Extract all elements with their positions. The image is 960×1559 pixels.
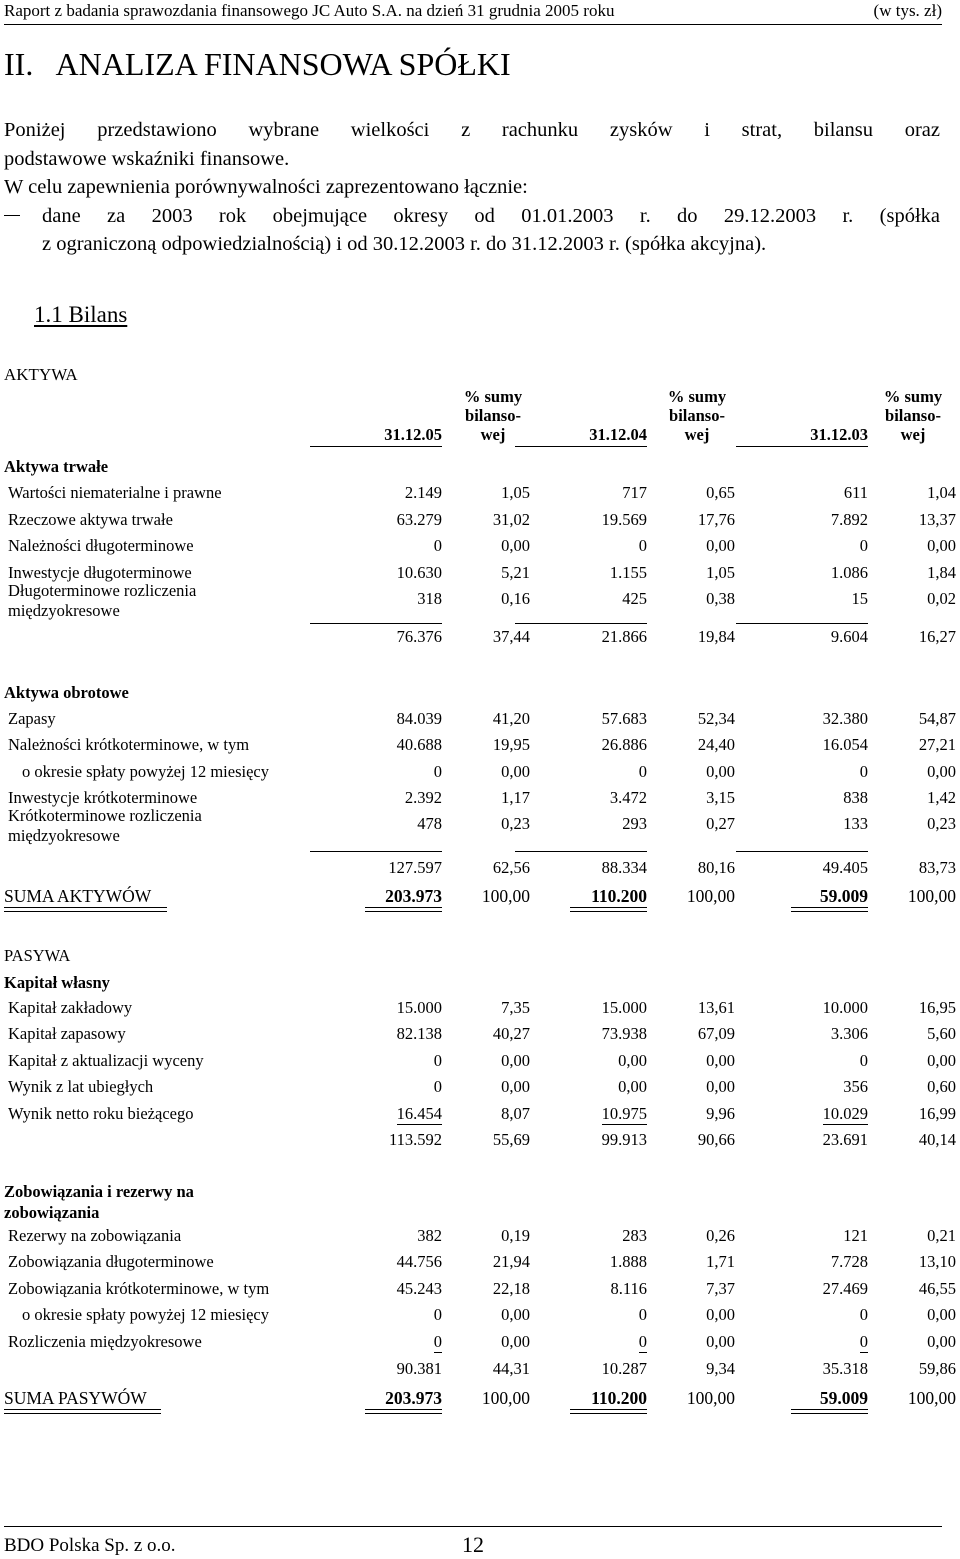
- row-label-line: Długoterminowe rozliczenia: [8, 581, 197, 600]
- subsection-title: 1.1 Bilans: [34, 302, 128, 327]
- table-cell: 80,16: [697, 858, 735, 877]
- table-cell: 19,84: [697, 627, 735, 646]
- table-cell: 0: [859, 1050, 868, 1070]
- table-cell: 83,73: [918, 858, 956, 877]
- table-cell: 49.405: [822, 858, 868, 877]
- table-cell: 19,95: [492, 735, 530, 755]
- table-cell: 127.597: [388, 858, 442, 877]
- table-cell: 90.381: [396, 1359, 442, 1378]
- col-pct-2004: [652, 387, 742, 444]
- table-cell: 55,69: [492, 1130, 530, 1149]
- double-underline: [365, 907, 442, 912]
- table-cell: 37,44: [492, 627, 530, 646]
- row-label: Wynik netto roku bieżącego: [8, 1103, 194, 1123]
- table-cell: 59.009: [819, 1388, 868, 1408]
- table-cell: 16.054: [822, 735, 868, 755]
- table-cell: 2.392: [404, 787, 442, 807]
- col-pct-2003: [868, 387, 958, 444]
- table-cell: 0,00: [927, 1331, 956, 1351]
- table-cell: 15.000: [601, 998, 647, 1017]
- table-cell: 1.086: [830, 562, 868, 582]
- table-cell: 90,66: [697, 1130, 735, 1149]
- row-label: [8, 806, 202, 846]
- page-number: 12: [462, 1532, 484, 1557]
- table-cell: 0,00: [501, 1331, 530, 1351]
- table-cell: 31,02: [492, 509, 530, 529]
- table-row: [0, 536, 960, 562]
- table-cell: 13,10: [918, 1252, 956, 1272]
- table-cell: 0: [433, 1050, 442, 1070]
- bullet-line-1: dane za 2003 rok obejmujące okresy od 01.01.2003 r. do 29.12.2003 r. (spółka: [42, 204, 940, 227]
- row-label: Rezerwy na zobowiązania: [8, 1226, 182, 1245]
- row-label: Wartości niematerialne i prawne: [8, 483, 222, 502]
- table-cell: 9.604: [830, 627, 868, 646]
- row-label: Kapitał z aktualizacji wyceny: [8, 1050, 204, 1070]
- table-cell: 0,23: [927, 814, 956, 834]
- table-cell: 0,00: [501, 761, 530, 781]
- intro-line-3: W celu zapewnienia porównywalności zaprezentowano łącznie:: [4, 176, 528, 198]
- dash-bullet-icon: [4, 215, 20, 217]
- table-cell: 382: [417, 1226, 442, 1245]
- table-cell: 76.376: [396, 627, 442, 646]
- row-label: [8, 581, 196, 621]
- table-cell: 16,27: [918, 627, 956, 646]
- table-cell: 1.888: [609, 1252, 647, 1272]
- table-row: [0, 1252, 960, 1278]
- table-cell: 52,34: [697, 709, 735, 728]
- table-cell: 9,34: [706, 1359, 735, 1378]
- table-cell: 0: [638, 1331, 647, 1351]
- table-cell: 0,38: [706, 589, 735, 608]
- col-date-2005: 31.12.05: [310, 425, 442, 447]
- table-cell: 203.973: [385, 1388, 442, 1408]
- table-cell: 21.866: [601, 627, 647, 646]
- table-cell: 3,15: [706, 787, 735, 807]
- table-row: [0, 1104, 960, 1130]
- intro-line-1: Poniżej przedstawiono wybrane wielkości z rachunku zysków i strat, bilansu oraz: [4, 119, 940, 141]
- table-row: [0, 1332, 960, 1358]
- table-cell: 10.630: [396, 562, 442, 582]
- table-cell: 21,94: [492, 1252, 530, 1272]
- table-cell: 0,60: [927, 1077, 956, 1097]
- table-cell: 57.683: [601, 709, 647, 728]
- pct-header-line: wej: [480, 425, 506, 444]
- row-label: Zobowiązania długoterminowe: [8, 1252, 214, 1272]
- table-cell: 99.913: [601, 1130, 647, 1149]
- zobowiazania-heading-line: Zobowiązania i rezerwy na: [4, 1182, 194, 1201]
- table-cell: 7.892: [830, 509, 868, 529]
- table-cell: 27.469: [822, 1278, 868, 1298]
- table-cell: 0,00: [927, 1305, 956, 1325]
- aktywa-obrotowe-total-row: [0, 858, 960, 884]
- table-cell: 0,26: [706, 1226, 735, 1245]
- table-cell: 1,04: [927, 483, 956, 502]
- table-cell: 356: [843, 1077, 868, 1097]
- report-title: Raport z badania sprawozdania finansowego JC Auto S.A. na dzień 31 grudnia 2005 roku: [4, 1, 615, 20]
- table-cell: 100,00: [481, 1388, 530, 1408]
- row-label: o okresie spłaty powyżej 12 miesięcy: [22, 1305, 269, 1325]
- pct-header-line: bilanso-: [885, 406, 941, 425]
- table-cell: 100,00: [686, 886, 735, 906]
- row-label: Rozliczenia międzyokresowe: [8, 1331, 202, 1351]
- table-cell: 67,09: [697, 1024, 735, 1044]
- table-cell: 16.454: [396, 1103, 442, 1123]
- table-cell: 838: [843, 787, 868, 807]
- table-cell: 13,61: [697, 998, 735, 1017]
- pct-header-line: wej: [900, 425, 926, 444]
- table-cell: 59.009: [819, 886, 868, 906]
- bullet-item: [4, 202, 940, 259]
- table-cell: 110.200: [591, 1388, 647, 1408]
- suma-pasywow-label: SUMA PASYWÓW: [4, 1388, 147, 1408]
- table-cell: 1.155: [609, 562, 647, 582]
- double-underline: [4, 1409, 161, 1414]
- table-cell: 1,05: [501, 483, 530, 502]
- table-cell: 22,18: [492, 1278, 530, 1298]
- row-label: Należności krótkoterminowe, w tym: [8, 735, 250, 755]
- table-cell: 0,00: [706, 536, 735, 555]
- table-cell: 46,55: [918, 1278, 956, 1298]
- table-cell: 40,14: [918, 1130, 956, 1149]
- table-cell: 13,37: [918, 509, 956, 529]
- double-underline: [4, 907, 167, 912]
- table-cell: 425: [622, 589, 647, 608]
- table-cell: 0,00: [501, 536, 530, 555]
- table-cell: 17,76: [697, 509, 735, 529]
- row-label: Rzeczowe aktywa trwałe: [8, 509, 173, 529]
- table-cell: 32.380: [822, 709, 868, 728]
- table-cell: 0,16: [501, 589, 530, 608]
- table-cell: 0,00: [706, 761, 735, 781]
- table-cell: 1,42: [927, 787, 956, 807]
- table-cell: 717: [622, 483, 647, 502]
- table-cell: 84.039: [396, 709, 442, 728]
- table-cell: 2.149: [404, 483, 442, 502]
- table-cell: 0,00: [706, 1331, 735, 1351]
- table-cell: 7,35: [501, 998, 530, 1017]
- row-label: Zapasy: [8, 709, 56, 728]
- table-row: [0, 1305, 960, 1331]
- row-label: Inwestycje krótkoterminowe: [8, 787, 198, 807]
- table-cell: 0,65: [706, 483, 735, 502]
- total-rule: [736, 623, 868, 624]
- footer-rule: [4, 1526, 942, 1527]
- row-label: Wynik z lat ubiegłych: [8, 1077, 154, 1097]
- pct-header-line: % sumy: [463, 387, 523, 406]
- table-cell: 5,60: [927, 1024, 956, 1044]
- table-cell: 24,40: [697, 735, 735, 755]
- pct-header-line: bilanso-: [465, 406, 521, 425]
- double-underline: [791, 907, 868, 912]
- table-row: [0, 1279, 960, 1305]
- table-cell: 0,00: [618, 1077, 647, 1097]
- table-cell: 15: [851, 589, 868, 608]
- table-cell: 44.756: [396, 1252, 442, 1272]
- row-label: Inwestycje długoterminowe: [8, 562, 192, 582]
- table-cell: 121: [843, 1226, 868, 1245]
- table-cell: 478: [417, 814, 442, 834]
- pct-header-line: bilanso-: [669, 406, 725, 425]
- table-cell: 113.592: [388, 1130, 442, 1149]
- table-cell: 133: [843, 814, 868, 834]
- table-cell: 0: [638, 536, 647, 555]
- table-cell: 1,17: [501, 787, 530, 807]
- table-cell: 54,87: [918, 709, 956, 728]
- table-cell: 0,00: [927, 536, 956, 555]
- table-cell: 26.886: [601, 735, 647, 755]
- suma-aktywow-label: SUMA AKTYWÓW: [4, 886, 152, 906]
- table-cell: 10.000: [822, 998, 868, 1017]
- row-label-line: Krótkoterminowe rozliczenia: [8, 806, 202, 826]
- table-cell: 611: [843, 483, 868, 502]
- table-cell: 100,00: [686, 1388, 735, 1408]
- aktywa-obrotowe-heading: Aktywa obrotowe: [4, 683, 129, 702]
- aktywa-trwale-heading: Aktywa trwałe: [4, 457, 109, 476]
- table-cell: 0,00: [501, 1077, 530, 1097]
- table-cell: 35.318: [822, 1359, 868, 1378]
- table-cell: 0: [433, 536, 442, 555]
- table-cell: 0: [638, 1305, 647, 1325]
- table-cell: 0,19: [501, 1226, 530, 1245]
- table-row: [0, 709, 960, 735]
- table-cell: 0: [638, 761, 647, 781]
- double-underline: [791, 1409, 868, 1414]
- table-cell: 293: [622, 814, 647, 834]
- row-label: Kapitał zapasowy: [8, 1024, 126, 1044]
- table-cell: 0,27: [706, 814, 735, 834]
- row-label-line: międzyokresowe: [8, 826, 120, 846]
- table-cell: 0: [433, 1305, 442, 1325]
- double-underline: [570, 907, 647, 912]
- kapital-total-row: [0, 1130, 960, 1156]
- table-cell: 0,00: [706, 1050, 735, 1070]
- intro-line-2: podstawowe wskaźniki finansowe.: [4, 147, 290, 170]
- table-cell: 59,86: [918, 1359, 956, 1378]
- table-cell: 0: [859, 536, 868, 555]
- table-cell: 0: [859, 1305, 868, 1325]
- pct-header-line: % sumy: [883, 387, 943, 406]
- table-cell: 8.116: [610, 1278, 647, 1298]
- pct-header-line: % sumy: [667, 387, 727, 406]
- col-date-2004: 31.12.04: [515, 425, 647, 447]
- table-cell: 1,71: [706, 1252, 735, 1272]
- table-cell: 0,00: [706, 1305, 735, 1325]
- table-cell: 23.691: [822, 1130, 868, 1149]
- aktywa-trwale-total-row: [0, 627, 960, 653]
- table-cell: 15.000: [396, 998, 442, 1017]
- total-rule: [515, 623, 647, 624]
- table-cell: 1,05: [706, 562, 735, 582]
- table-cell: 10.287: [601, 1359, 647, 1378]
- table-cell: 0,00: [927, 761, 956, 781]
- table-cell: 10.975: [601, 1103, 647, 1123]
- page-header: [4, 0, 942, 25]
- table-cell: 100,00: [481, 886, 530, 906]
- table-cell: 27,21: [918, 735, 956, 755]
- table-cell: 0: [859, 1331, 868, 1351]
- table-cell: 7.728: [830, 1252, 868, 1272]
- table-cell: 5,21: [501, 562, 530, 582]
- table-cell: 3.472: [609, 787, 647, 807]
- table-cell: 3.306: [830, 1024, 868, 1044]
- section-title: [4, 46, 511, 82]
- table-row: [0, 510, 960, 536]
- table-cell: 40.688: [396, 735, 442, 755]
- row-label: Zobowiązania krótkoterminowe, w tym: [8, 1278, 270, 1298]
- table-cell: 16,95: [918, 998, 956, 1017]
- row-label-line: międzyokresowe: [8, 601, 120, 620]
- table-row: [0, 735, 960, 761]
- table-row: [0, 762, 960, 788]
- row-label: Kapitał zakładowy: [8, 998, 133, 1017]
- total-rule: [736, 851, 868, 852]
- table-row: [0, 998, 960, 1024]
- bullet-line-2: z ograniczoną odpowiedzialnością) i od 30.12.2003 r. do 31.12.2003 r. (spółka akcyjna).: [42, 233, 767, 255]
- table-cell: 318: [417, 589, 442, 608]
- table-cell: 73.938: [601, 1024, 647, 1044]
- table-cell: 0,00: [501, 1305, 530, 1325]
- table-cell: 0,00: [706, 1077, 735, 1097]
- section-title-text: ANALIZA FINANSOWA SPÓŁKI: [55, 46, 511, 82]
- table-cell: 0: [859, 761, 868, 781]
- footer-company: BDO Polska Sp. z o.o.: [4, 1535, 176, 1556]
- table-cell: 10.029: [822, 1103, 868, 1123]
- table-cell: 44,31: [492, 1359, 530, 1378]
- table-cell: 0,00: [501, 1050, 530, 1070]
- table-cell: 40,27: [492, 1024, 530, 1044]
- table-row: [0, 483, 960, 509]
- table-cell: 16,99: [918, 1103, 956, 1123]
- double-underline: [365, 1409, 442, 1414]
- table-cell: 0,02: [927, 589, 956, 608]
- row-label: Należności długoterminowe: [8, 536, 194, 555]
- table-cell: 100,00: [907, 886, 956, 906]
- table-cell: 203.973: [385, 886, 442, 906]
- table-cell: 45.243: [396, 1278, 442, 1298]
- table-cell: 82.138: [396, 1024, 442, 1044]
- zobowiazania-heading-line: zobowiązania: [4, 1203, 100, 1222]
- table-row: [0, 1051, 960, 1077]
- table-cell: 0: [433, 1331, 442, 1351]
- table-cell: 100,00: [907, 1388, 956, 1408]
- table-cell: 0,23: [501, 814, 530, 834]
- table-cell: 0: [433, 761, 442, 781]
- pasywa-heading: PASYWA: [4, 946, 71, 965]
- zobowiazania-heading: [4, 1181, 194, 1223]
- double-underline: [570, 1409, 647, 1414]
- total-rule: [310, 851, 442, 852]
- table-cell: 1,84: [927, 562, 956, 582]
- table-cell: 9,96: [706, 1103, 735, 1123]
- row-label: o okresie spłaty powyżej 12 miesięcy: [22, 761, 269, 781]
- table-cell: 0,00: [927, 1050, 956, 1070]
- table-cell: 0,00: [618, 1050, 647, 1070]
- table-cell: 62,56: [492, 858, 530, 877]
- table-cell: 7,37: [706, 1278, 735, 1298]
- pct-header-line: wej: [684, 425, 710, 444]
- table-cell: 88.334: [601, 858, 647, 877]
- col-date-2003: 31.12.03: [736, 425, 868, 447]
- table-cell: 110.200: [591, 886, 647, 906]
- total-rule: [515, 851, 647, 852]
- table-row: [0, 1024, 960, 1050]
- table-cell: 0: [433, 1077, 442, 1097]
- table-cell: 283: [622, 1226, 647, 1245]
- table-cell: 63.279: [396, 509, 442, 529]
- table-row: [0, 1226, 960, 1252]
- table-cell: 0,21: [927, 1226, 956, 1245]
- currency-unit: (w tys. zł): [873, 1, 942, 20]
- table-cell: 19.569: [601, 509, 647, 529]
- intro-paragraph: [4, 116, 940, 259]
- kapital-wlasny-heading: Kapitał własny: [4, 973, 110, 992]
- table-cell: 41,20: [492, 709, 530, 728]
- aktywa-heading: AKTYWA: [4, 365, 78, 384]
- zobowiazania-total-row: [0, 1359, 960, 1385]
- section-number: II.: [4, 46, 34, 82]
- table-row: [0, 1077, 960, 1103]
- table-cell: 8,07: [501, 1103, 530, 1123]
- total-rule: [310, 623, 442, 624]
